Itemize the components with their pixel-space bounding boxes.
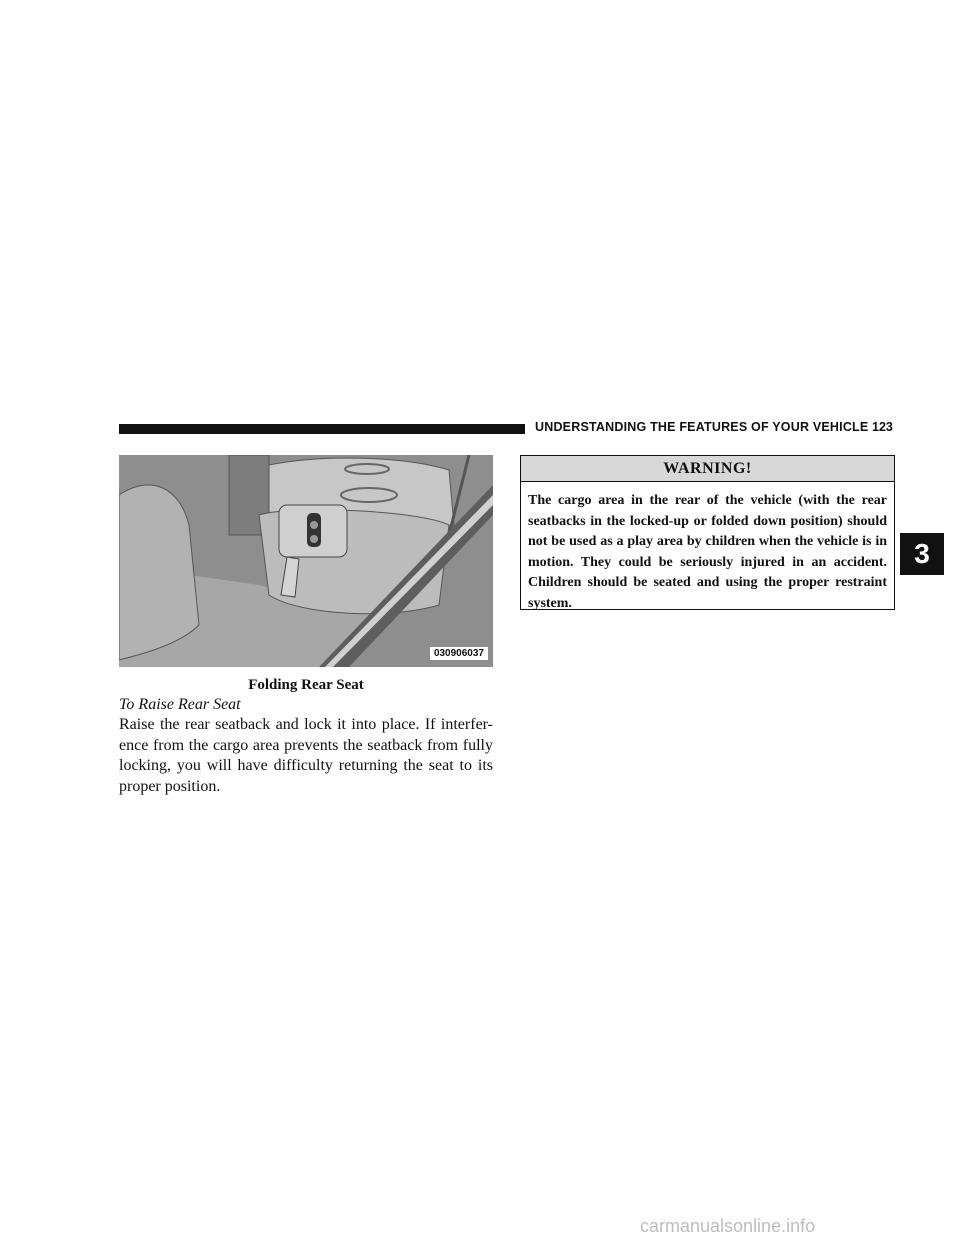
section-subheading: To Raise Rear Seat <box>119 696 241 713</box>
folding-rear-seat-illustration <box>119 455 493 667</box>
chapter-tab: 3 <box>900 533 944 575</box>
warning-box <box>520 455 895 610</box>
watermark: carmanualsonline.info <box>640 1216 816 1236</box>
figure-caption: Folding Rear Seat <box>248 677 364 693</box>
running-header-title: UNDERSTANDING THE FEATURES OF YOUR VEHICLE <box>535 420 869 434</box>
seat-drawing <box>119 455 493 667</box>
figure-code: 030906037 <box>430 647 488 660</box>
warning-title: WARNING! <box>521 456 894 482</box>
warning-text: The cargo area in the rear of the vehicle (with the rear seatbacks in the locked-up or folded down position) should not be used as a play area by children when the vehicle is in motion. They could be seriously injured in an accident. Children should be seated and using the proper restraint system. <box>528 493 887 611</box>
section-body: Raise the rear seatback and lock it into place. If interfer-ence from the cargo area prevents the seatback from fully locking, you will have difficulty returning the seat to its proper position. <box>119 716 493 795</box>
page-number: 123 <box>872 420 893 434</box>
header-rule <box>119 424 525 434</box>
